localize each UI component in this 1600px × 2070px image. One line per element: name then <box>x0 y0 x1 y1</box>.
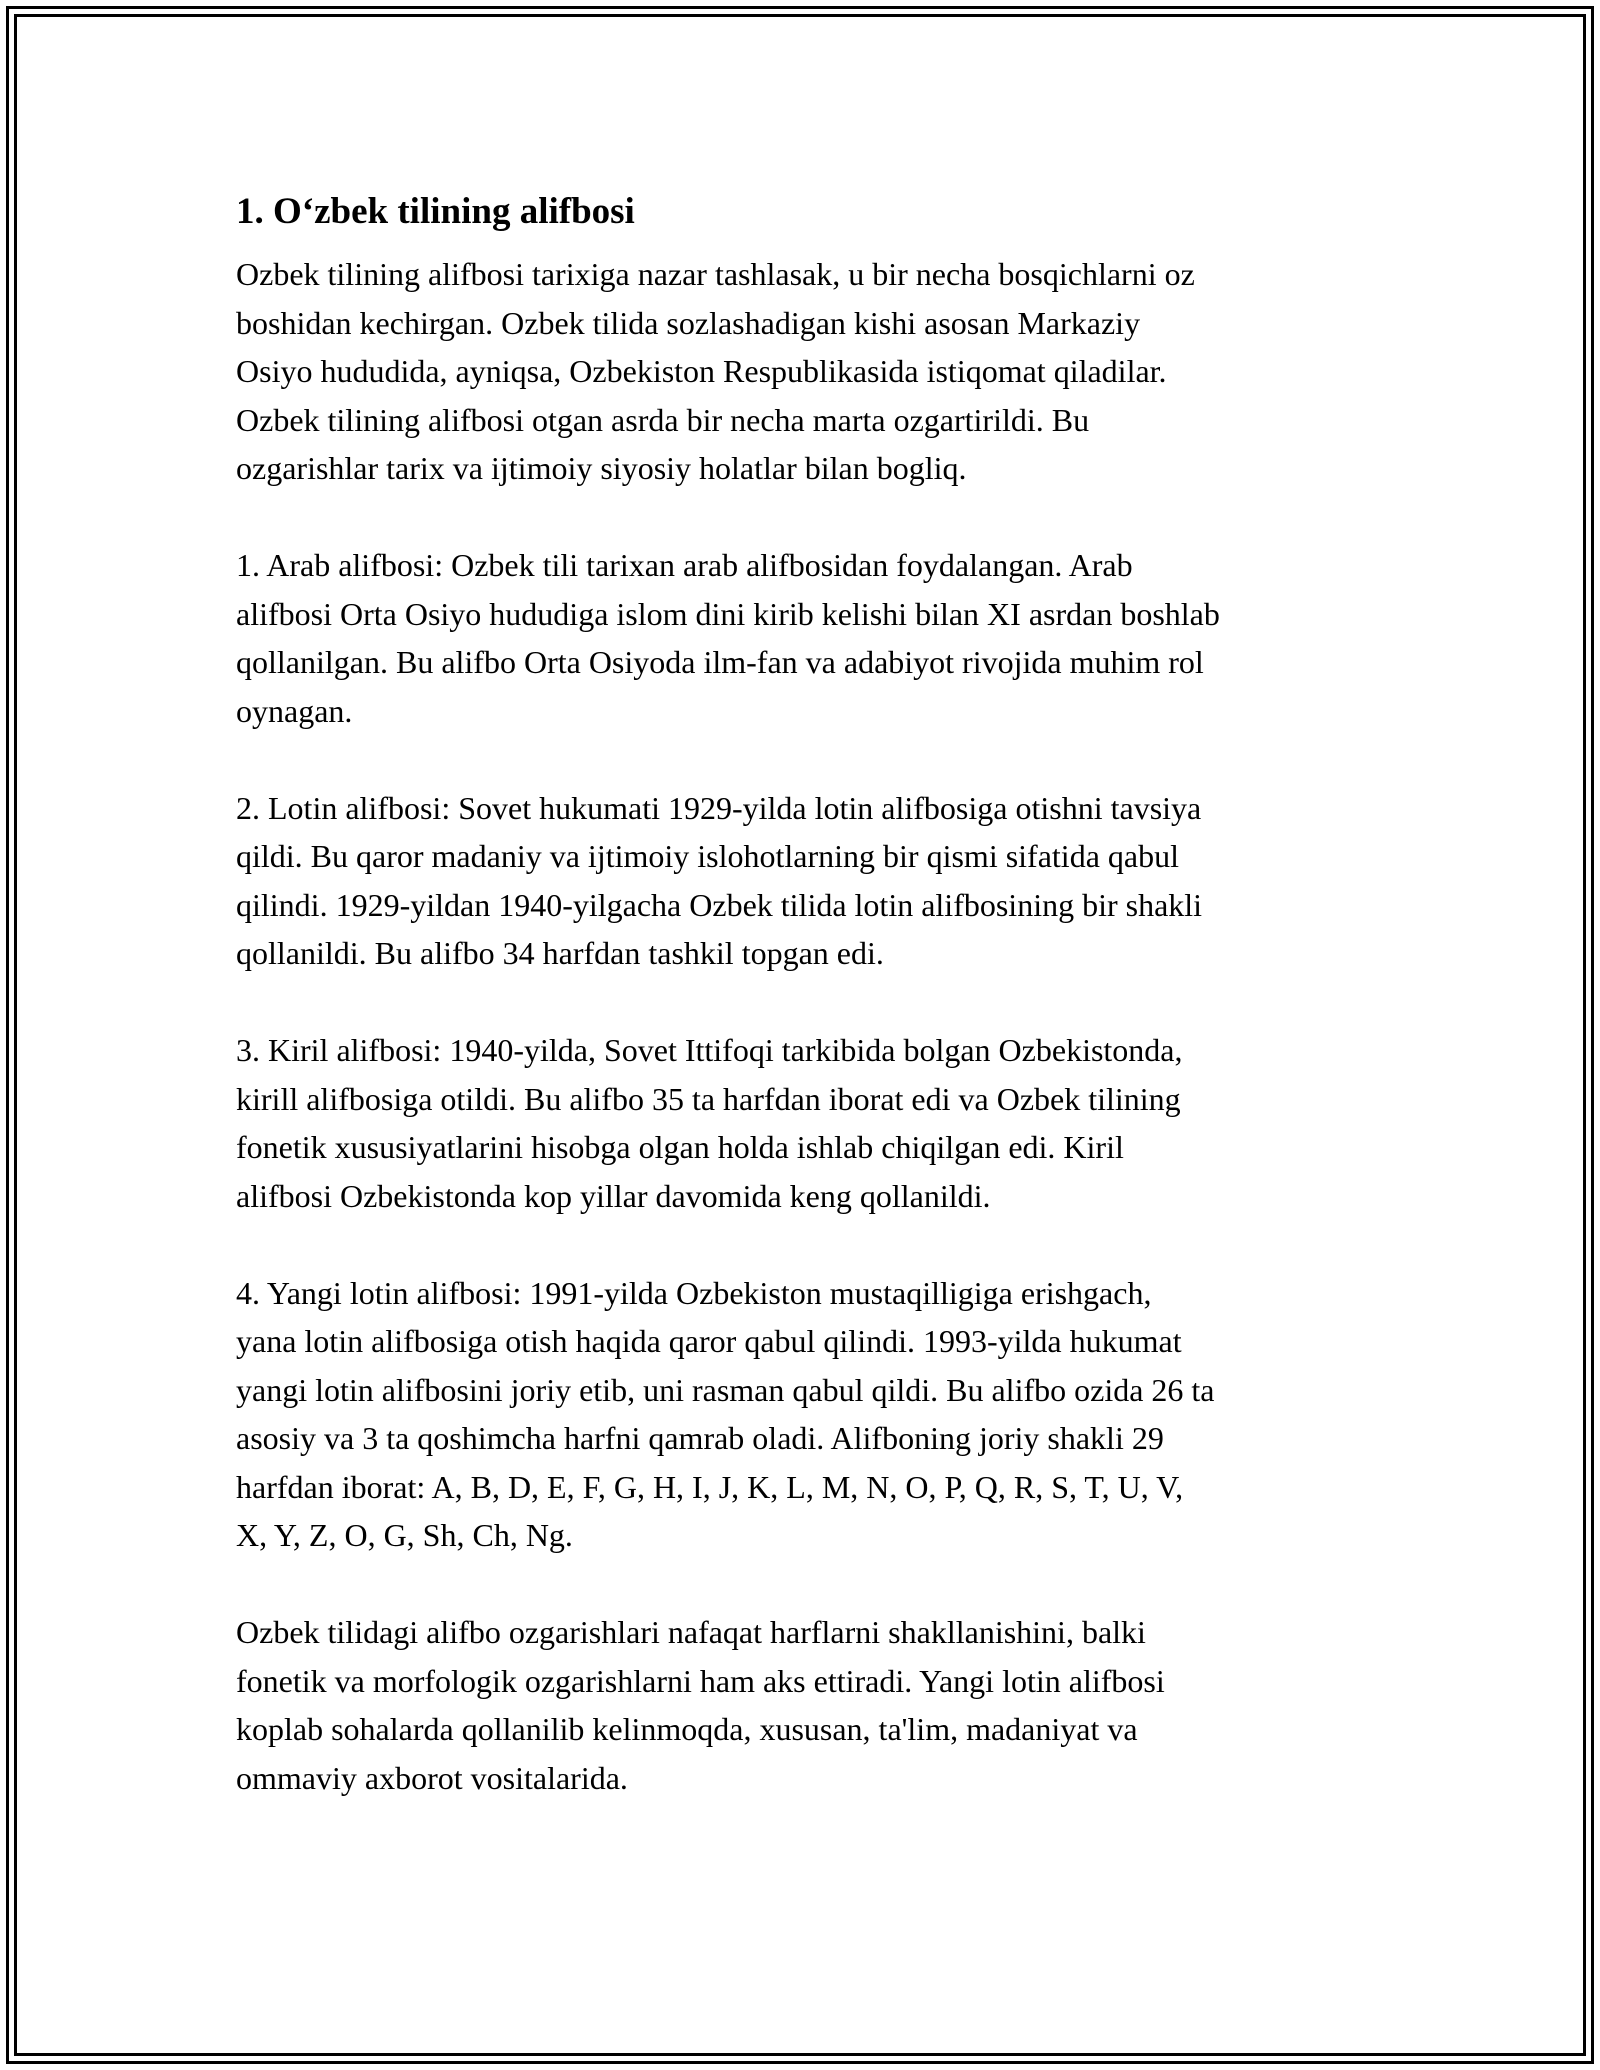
paragraph-arab-alphabet: 1. Arab alifbosi: Ozbek tili tarixan arab alifbosidan foydalangan. Arab alifbosi Orta Osiyo hududiga islom dini kirib kelishi bilan XI asrdan boshlab qollanilgan. Bu alifbo Orta Osiyoda ilm-fan va adabiyot rivojida muhim rol oynagan. <box>236 547 1220 729</box>
paragraph-latin-alphabet: 2. Lotin alifbosi: Sovet hukumati 1929-yilda lotin alifbosiga otishni tavsiya qildi. Bu qaror madaniy va ijtimoiy islohotlarning bir qismi sifatida qabul qilindi. 1929-yildan 1940-yilgacha Ozbek tilida lotin alifbosining bir shakli qollanildi. Bu alifbo 34 harfdan tashkil topgan edi. <box>236 789 1203 971</box>
paragraph-intro: Ozbek tilining alifbosi tarixiga nazar tashlasak, u bir necha bosqichlarni oz boshidan kechirgan. Ozbek tilida sozlashadigan kishi asosan Markaziy Osiyo hududida, ayniqsa, Ozbekiston Respublikasida istiqomat qiladilar. Ozbek tilining alifbosi otgan asrda bir necha marta ozgartirildi. Bu ozgarishlar tarix va ijtimoiy siyosiy holatlar bilan bogliq. <box>236 256 1195 486</box>
page-title: 1. O‘zbek tilining alifbosi <box>236 191 635 232</box>
document-body <box>236 186 1376 1802</box>
paragraph-new-latin-alphabet: 4. Yangi lotin alifbosi: 1991-yilda Ozbekiston mustaqilligiga erishgach, yana lotin alifbosiga otish haqida qaror qabul qilindi. 1993-yilda hukumat yangi lotin alifbosini joriy etib, uni rasman qabul qildi. Bu alifbo ozida 26 ta asosiy va 3 ta qoshimcha harfni qamrab oladi. Alifboning joriy shakli 29 harfdan iborat: A, B, D, E, F, G, H, I, J, K, L, M, N, O, P, Q, R, S, T, U, V, X, Y, Z, O, G, Sh, Ch, Ng. <box>236 1274 1215 1553</box>
paragraph-conclusion: Ozbek tilidagi alifbo ozgarishlari nafaqat harflarni shakllanishini, balki fonetik va morfologik ozgarishlarni ham aks ettiradi. Yangi lotin alifbosi koplab sohalarda qollanilib kelinmoqda, xususan, ta'lim, madaniyat va ommaviy axborot vositalarida. <box>236 1614 1165 1796</box>
paragraph-cyrillic-alphabet: 3. Kiril alifbosi: 1940-yilda, Sovet Ittifoqi tarkibida bolgan Ozbekistonda, kirill alifbosiga otildi. Bu alifbo 35 ta harfdan iborat edi va Ozbek tilining fonetik xususiyatlarini hisobga olgan holda ishlab chiqilgan edi. Kiril alifbosi Ozbekistonda kop yillar davomida keng qollanildi. <box>236 1032 1183 1214</box>
